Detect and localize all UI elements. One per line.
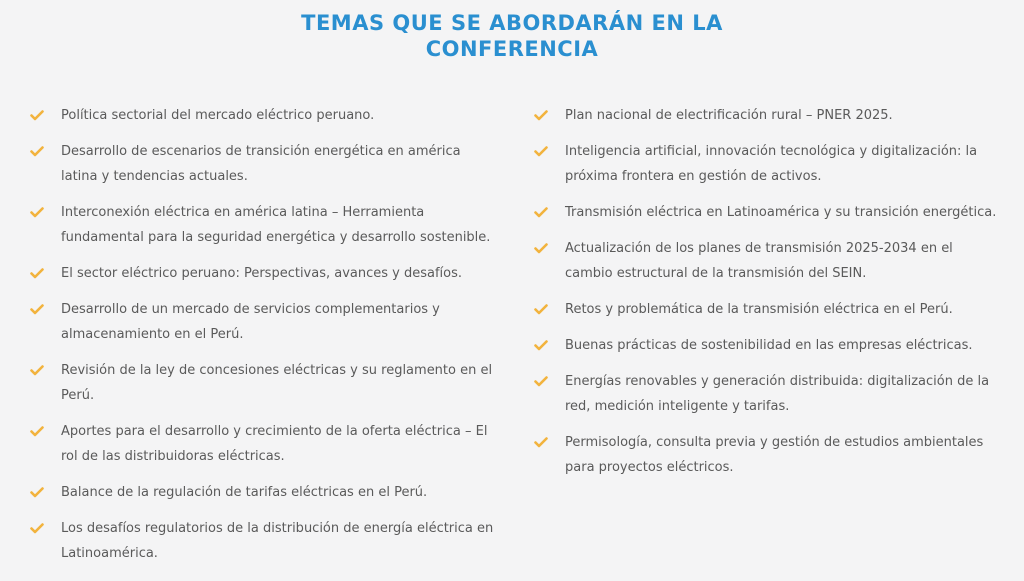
topic-text: Aportes para el desarrollo y crecimiento de la oferta eléctrica – El rol de las distribuidoras eléctricas. [61, 424, 488, 464]
topic-item [30, 200, 500, 250]
check-icon [30, 480, 44, 505]
topic-text: Los desafíos regulatorios de la distribución de energía eléctrica en Latinoamérica. [61, 521, 494, 561]
topic-text: Revisión de la ley de concesiones eléctricas y su reglamento en el Perú. [61, 363, 493, 403]
check-icon [534, 103, 548, 128]
section-title-line-1: TEMAS QUE SE ABORDARÁN EN LA [301, 11, 723, 35]
topic-item [30, 103, 500, 128]
topic-item [534, 430, 1004, 480]
topics-list-left [30, 103, 500, 577]
topic-text: Desarrollo de un mercado de servicios complementarios y almacenamiento en el Perú. [61, 302, 440, 342]
check-icon [30, 358, 44, 383]
section-title-line-2: CONFERENCIA [425, 37, 599, 61]
check-icon [534, 333, 548, 358]
check-icon [534, 297, 548, 322]
topic-item [30, 419, 500, 469]
topic-text: Permisología, consulta previa y gestión de estudios ambientales para proyectos eléctricos. [565, 435, 984, 475]
check-icon [30, 297, 44, 322]
topic-item [534, 200, 1004, 225]
topic-item [30, 480, 500, 505]
check-icon [30, 200, 44, 225]
check-icon [534, 236, 548, 261]
topic-item [30, 297, 500, 347]
topic-text: Buenas prácticas de sostenibilidad en las empresas eléctricas. [565, 338, 973, 353]
topic-item [534, 333, 1004, 358]
topic-item [30, 358, 500, 408]
topic-item [534, 369, 1004, 419]
section-title [0, 10, 1024, 62]
topic-item [534, 297, 1004, 322]
check-icon [30, 103, 44, 128]
topic-item [30, 261, 500, 286]
topic-text: Política sectorial del mercado eléctrico peruano. [61, 108, 375, 123]
topic-item [30, 516, 500, 566]
topic-text: Balance de la regulación de tarifas eléctricas en el Perú. [61, 485, 428, 500]
topic-text: Transmisión eléctrica en Latinoamérica y su transición energética. [565, 205, 997, 220]
check-icon [30, 516, 44, 541]
topic-item [534, 103, 1004, 128]
topic-text: El sector eléctrico peruano: Perspectivas, avances y desafíos. [61, 266, 463, 281]
check-icon [30, 419, 44, 444]
check-icon [30, 139, 44, 164]
topic-text: Plan nacional de electrificación rural – PNER 2025. [565, 108, 893, 123]
topics-list-right [534, 103, 1004, 491]
topic-text: Energías renovables y generación distribuida: digitalización de la red, medición inteligente y tarifas. [565, 374, 990, 414]
check-icon [534, 200, 548, 225]
topic-text: Actualización de los planes de transmisión 2025-2034 en el cambio estructural de la transmisión del SEIN. [565, 241, 953, 281]
topic-text: Desarrollo de escenarios de transición energética en américa latina y tendencias actuales. [61, 144, 461, 184]
topic-text: Retos y problemática de la transmisión eléctrica en el Perú. [565, 302, 953, 317]
check-icon [534, 369, 548, 394]
check-icon [534, 430, 548, 455]
topic-item [534, 139, 1004, 189]
check-icon [534, 139, 548, 164]
topic-item [30, 139, 500, 189]
check-icon [30, 261, 44, 286]
topic-item [534, 236, 1004, 286]
topic-text: Interconexión eléctrica en américa latina – Herramienta fundamental para la seguridad energética y desarrollo sostenible. [61, 205, 491, 245]
topic-text: Inteligencia artificial, innovación tecnológica y digitalización: la próxima frontera en gestión de activos. [565, 144, 978, 184]
